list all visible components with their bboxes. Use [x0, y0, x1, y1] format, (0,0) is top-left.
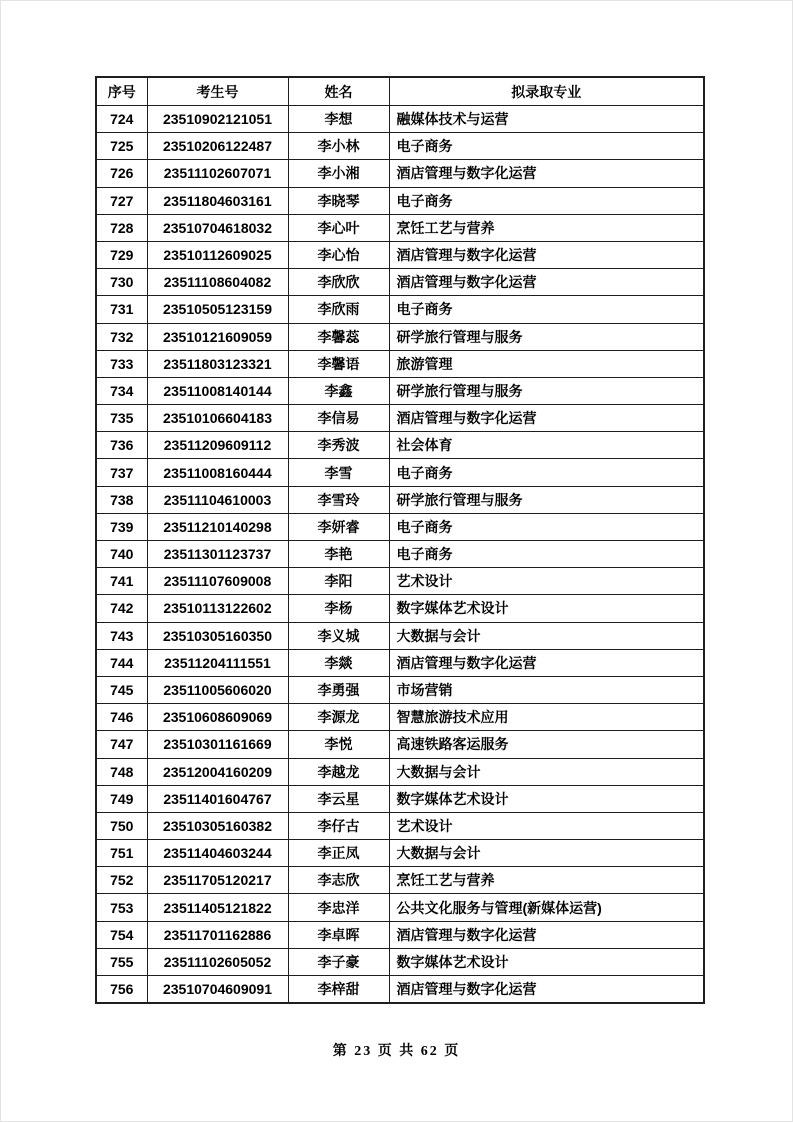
- cell-name: 李义城: [288, 622, 389, 649]
- cell-major: 市场营销: [389, 676, 704, 703]
- table-row: [96, 214, 704, 241]
- cell-index: 724: [96, 106, 147, 133]
- cell-index: 732: [96, 323, 147, 350]
- table-row: [96, 595, 704, 622]
- cell-index: 749: [96, 785, 147, 812]
- header-index: 序号: [96, 77, 147, 106]
- cell-index: 725: [96, 133, 147, 160]
- cell-major: 高速铁路客运服务: [389, 731, 704, 758]
- table-row: [96, 241, 704, 268]
- cell-index: 753: [96, 894, 147, 921]
- table-row: [96, 513, 704, 540]
- cell-name: 李信易: [288, 405, 389, 432]
- cell-name: 李小林: [288, 133, 389, 160]
- table-row: [96, 812, 704, 839]
- cell-candidate-no: 23511301123737: [147, 541, 288, 568]
- header-candidate-no: 考生号: [147, 77, 288, 106]
- cell-name: 李燚: [288, 649, 389, 676]
- table-row: [96, 948, 704, 975]
- cell-candidate-no: 23511804603161: [147, 187, 288, 214]
- cell-candidate-no: 23510704609091: [147, 976, 288, 1004]
- cell-candidate-no: 23511104610003: [147, 486, 288, 513]
- cell-major: 酒店管理与数字化运营: [389, 160, 704, 187]
- cell-major: 烹饪工艺与营养: [389, 867, 704, 894]
- cell-major: 电子商务: [389, 459, 704, 486]
- cell-name: 李志欣: [288, 867, 389, 894]
- cell-name: 李心叶: [288, 214, 389, 241]
- cell-candidate-no: 23511108604082: [147, 269, 288, 296]
- cell-index: 730: [96, 269, 147, 296]
- header-major: 拟录取专业: [389, 77, 704, 106]
- cell-candidate-no: 23511005606020: [147, 676, 288, 703]
- cell-major: 电子商务: [389, 187, 704, 214]
- cell-major: 电子商务: [389, 296, 704, 323]
- cell-name: 李妍睿: [288, 513, 389, 540]
- cell-candidate-no: 23510608609069: [147, 704, 288, 731]
- cell-candidate-no: 23512004160209: [147, 758, 288, 785]
- cell-name: 李雪: [288, 459, 389, 486]
- cell-name: 李卓晖: [288, 921, 389, 948]
- table-row: [96, 649, 704, 676]
- cell-major: 研学旅行管理与服务: [389, 323, 704, 350]
- cell-index: 729: [96, 241, 147, 268]
- cell-index: 751: [96, 840, 147, 867]
- table-row: [96, 894, 704, 921]
- cell-name: 李小湘: [288, 160, 389, 187]
- cell-name: 李想: [288, 106, 389, 133]
- cell-index: 755: [96, 948, 147, 975]
- cell-candidate-no: 23510301161669: [147, 731, 288, 758]
- cell-candidate-no: 23511404603244: [147, 840, 288, 867]
- cell-candidate-no: 23511107609008: [147, 568, 288, 595]
- cell-index: 733: [96, 350, 147, 377]
- cell-candidate-no: 23511008160444: [147, 459, 288, 486]
- cell-candidate-no: 23511204111551: [147, 649, 288, 676]
- table-row: [96, 676, 704, 703]
- table-row: [96, 160, 704, 187]
- cell-major: 酒店管理与数字化运营: [389, 405, 704, 432]
- cell-major: 艺术设计: [389, 568, 704, 595]
- cell-name: 李晓琴: [288, 187, 389, 214]
- cell-candidate-no: 23510112609025: [147, 241, 288, 268]
- cell-name: 李馨语: [288, 350, 389, 377]
- cell-name: 李忠洋: [288, 894, 389, 921]
- table-row: [96, 976, 704, 1004]
- page-footer: 第 23 页 共 62 页: [332, 1044, 461, 1059]
- cell-index: 752: [96, 867, 147, 894]
- cell-index: 736: [96, 432, 147, 459]
- cell-index: 743: [96, 622, 147, 649]
- cell-index: 739: [96, 513, 147, 540]
- table-row: [96, 269, 704, 296]
- cell-name: 李越龙: [288, 758, 389, 785]
- table-row: [96, 377, 704, 404]
- cell-index: 740: [96, 541, 147, 568]
- cell-name: 李悦: [288, 731, 389, 758]
- cell-name: 李欣欣: [288, 269, 389, 296]
- cell-index: 738: [96, 486, 147, 513]
- cell-index: 726: [96, 160, 147, 187]
- cell-candidate-no: 23511209609112: [147, 432, 288, 459]
- cell-major: 电子商务: [389, 541, 704, 568]
- cell-candidate-no: 23510305160350: [147, 622, 288, 649]
- cell-index: 754: [96, 921, 147, 948]
- cell-index: 728: [96, 214, 147, 241]
- cell-name: 李杨: [288, 595, 389, 622]
- cell-name: 李仔古: [288, 812, 389, 839]
- table-header-row: [96, 77, 704, 106]
- cell-name: 李子豪: [288, 948, 389, 975]
- cell-major: 大数据与会计: [389, 758, 704, 785]
- cell-major: 艺术设计: [389, 812, 704, 839]
- cell-major: 烹饪工艺与营养: [389, 214, 704, 241]
- cell-candidate-no: 23511803123321: [147, 350, 288, 377]
- header-name: 姓名: [288, 77, 389, 106]
- cell-index: 746: [96, 704, 147, 731]
- table-row: [96, 921, 704, 948]
- cell-index: 737: [96, 459, 147, 486]
- cell-index: 748: [96, 758, 147, 785]
- cell-index: 756: [96, 976, 147, 1004]
- cell-candidate-no: 23510305160382: [147, 812, 288, 839]
- cell-candidate-no: 23511008140144: [147, 377, 288, 404]
- cell-major: 数字媒体艺术设计: [389, 595, 704, 622]
- cell-candidate-no: 23510902121051: [147, 106, 288, 133]
- cell-name: 李阳: [288, 568, 389, 595]
- table-row: [96, 622, 704, 649]
- cell-major: 旅游管理: [389, 350, 704, 377]
- cell-name: 李云星: [288, 785, 389, 812]
- table-row: [96, 840, 704, 867]
- cell-name: 李源龙: [288, 704, 389, 731]
- table-row: [96, 731, 704, 758]
- table-row: [96, 187, 704, 214]
- table-row: [96, 133, 704, 160]
- cell-name: 李馨蕊: [288, 323, 389, 350]
- cell-index: 745: [96, 676, 147, 703]
- cell-major: 数字媒体艺术设计: [389, 785, 704, 812]
- cell-major: 酒店管理与数字化运营: [389, 921, 704, 948]
- cell-major: 研学旅行管理与服务: [389, 486, 704, 513]
- table-body: [96, 106, 704, 1004]
- cell-major: 酒店管理与数字化运营: [389, 269, 704, 296]
- cell-major: 电子商务: [389, 513, 704, 540]
- table-row: [96, 106, 704, 133]
- cell-index: 735: [96, 405, 147, 432]
- cell-candidate-no: 23511102607071: [147, 160, 288, 187]
- table-row: [96, 459, 704, 486]
- cell-candidate-no: 23511401604767: [147, 785, 288, 812]
- cell-major: 大数据与会计: [389, 622, 704, 649]
- cell-index: 727: [96, 187, 147, 214]
- cell-candidate-no: 23511705120217: [147, 867, 288, 894]
- table-row: [96, 350, 704, 377]
- cell-candidate-no: 23511701162886: [147, 921, 288, 948]
- table-row: [96, 405, 704, 432]
- table-row: [96, 704, 704, 731]
- cell-candidate-no: 23510206122487: [147, 133, 288, 160]
- cell-index: 741: [96, 568, 147, 595]
- cell-candidate-no: 23510113122602: [147, 595, 288, 622]
- table-row: [96, 296, 704, 323]
- cell-candidate-no: 23510505123159: [147, 296, 288, 323]
- cell-name: 李勇强: [288, 676, 389, 703]
- table-row: [96, 323, 704, 350]
- cell-major: 智慧旅游技术应用: [389, 704, 704, 731]
- cell-index: 742: [96, 595, 147, 622]
- cell-name: 李鑫: [288, 377, 389, 404]
- cell-name: 李秀波: [288, 432, 389, 459]
- cell-name: 李欣雨: [288, 296, 389, 323]
- cell-major: 融媒体技术与运营: [389, 106, 704, 133]
- cell-name: 李心怡: [288, 241, 389, 268]
- cell-major: 公共文化服务与管理(新媒体运营): [389, 894, 704, 921]
- cell-major: 社会体育: [389, 432, 704, 459]
- table-row: [96, 568, 704, 595]
- cell-index: 744: [96, 649, 147, 676]
- cell-major: 酒店管理与数字化运营: [389, 649, 704, 676]
- table-row: [96, 758, 704, 785]
- cell-major: 大数据与会计: [389, 840, 704, 867]
- cell-major: 研学旅行管理与服务: [389, 377, 704, 404]
- table-row: [96, 867, 704, 894]
- cell-name: 李艳: [288, 541, 389, 568]
- table-row: [96, 486, 704, 513]
- cell-index: 747: [96, 731, 147, 758]
- table-row: [96, 785, 704, 812]
- cell-candidate-no: 23511102605052: [147, 948, 288, 975]
- cell-major: 电子商务: [389, 133, 704, 160]
- cell-candidate-no: 23510106604183: [147, 405, 288, 432]
- cell-name: 李正凤: [288, 840, 389, 867]
- cell-index: 750: [96, 812, 147, 839]
- cell-candidate-no: 23511210140298: [147, 513, 288, 540]
- admission-roster-table: [95, 76, 705, 1004]
- cell-index: 731: [96, 296, 147, 323]
- cell-candidate-no: 23510121609059: [147, 323, 288, 350]
- table-row: [96, 432, 704, 459]
- cell-candidate-no: 23510704618032: [147, 214, 288, 241]
- cell-major: 数字媒体艺术设计: [389, 948, 704, 975]
- table-row: [96, 541, 704, 568]
- cell-name: 李梓甜: [288, 976, 389, 1004]
- cell-index: 734: [96, 377, 147, 404]
- cell-major: 酒店管理与数字化运营: [389, 976, 704, 1004]
- cell-candidate-no: 23511405121822: [147, 894, 288, 921]
- cell-name: 李雪玲: [288, 486, 389, 513]
- cell-major: 酒店管理与数字化运营: [389, 241, 704, 268]
